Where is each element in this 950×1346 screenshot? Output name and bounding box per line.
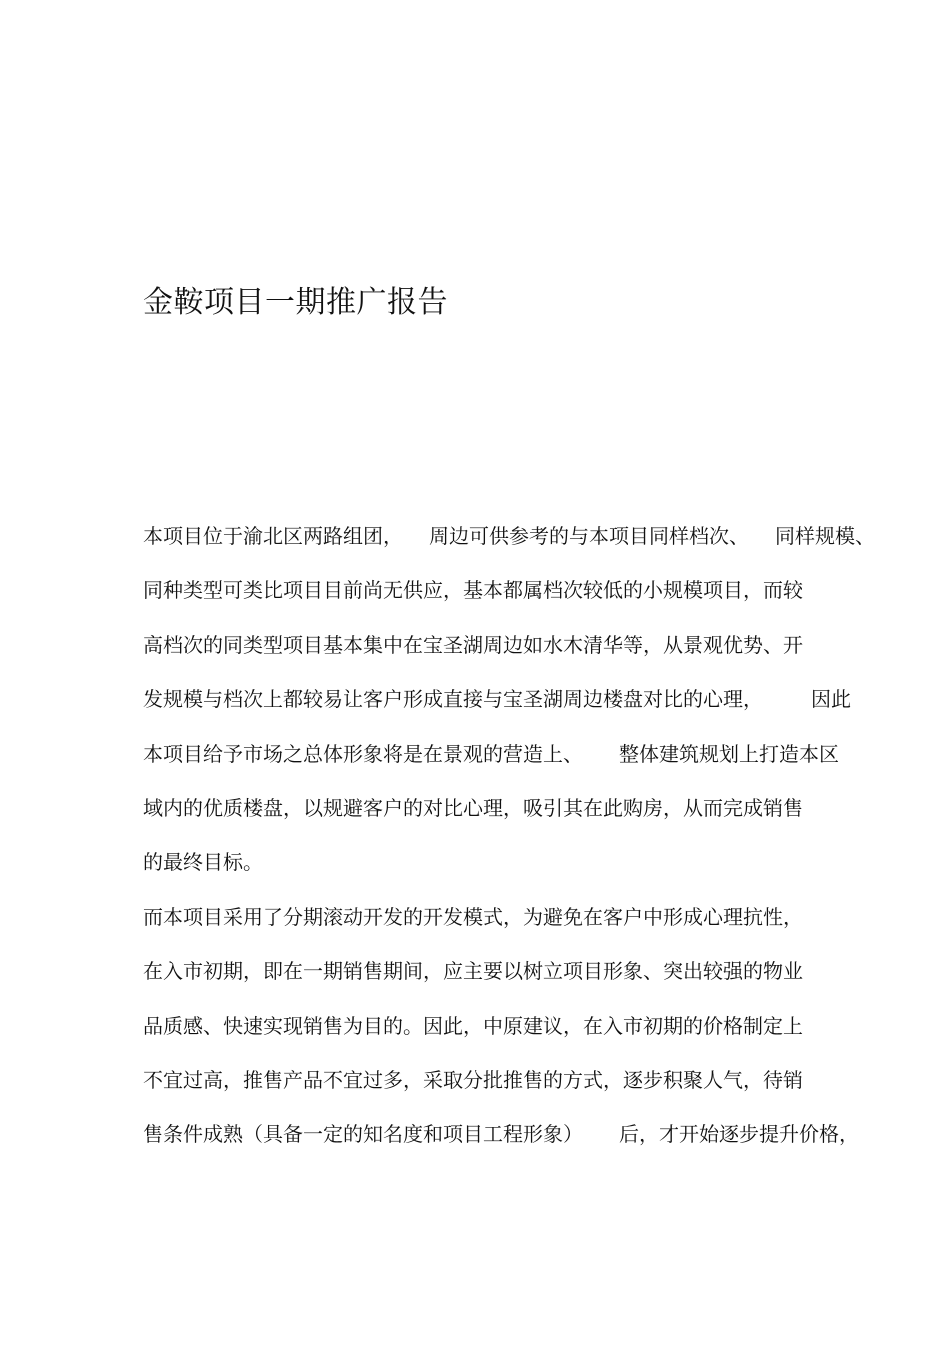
text-segment: 售条件成熟（具备一定的知名度和项目工程形象） <box>143 1122 583 1147</box>
body-text <box>143 519 903 1172</box>
text-line <box>143 519 903 573</box>
text-segment: 的最终目标。 <box>143 850 263 875</box>
text-line <box>143 737 903 791</box>
text-segment: 本项目位于渝北区两路组团， <box>143 524 403 548</box>
text-segment: 高档次的同类型项目基本集中在宝圣湖周边如水木清华等，从景观优势、开 <box>143 632 803 657</box>
text-line <box>143 573 903 627</box>
text-segment: 而本项目采用了分期滚动开发的开发模式，为避免在客户中形成心理抗性， <box>143 904 803 929</box>
text-segment: 同种类型可类比项目目前尚无供应，基本都属档次较低的小规模项目，而较 <box>143 578 803 603</box>
text-line <box>143 1063 903 1117</box>
text-segment: 不宜过高，推售产品不宜过多，采取分批推售的方式，逐步积聚人气，待销 <box>143 1067 803 1092</box>
text-line <box>143 791 903 845</box>
text-line <box>143 1009 903 1063</box>
text-segment: 后，才开始逐步提升价格， <box>619 1122 859 1147</box>
text-line <box>143 900 903 954</box>
text-segment: 品质感、快速实现销售为目的。因此，中原建议，在入市初期的价格制定上 <box>143 1013 803 1038</box>
document-title: 金鞍项目一期推广报告 <box>143 285 448 320</box>
text-line <box>143 1117 903 1171</box>
text-segment: 域内的优质楼盘，以规避客户的对比心理，吸引其在此购房，从而完成销售 <box>143 795 803 820</box>
text-line <box>143 845 903 899</box>
text-segment: 周边可供参考的与本项目同样档次、 <box>429 524 749 548</box>
text-segment: 因此 <box>811 687 851 712</box>
text-segment: 在入市初期，即在一期销售期间，应主要以树立项目形象、突出较强的物业 <box>143 959 803 984</box>
text-segment: 本项目给予市场之总体形象将是在景观的营造上、 <box>143 741 583 766</box>
text-line <box>143 954 903 1008</box>
text-segment: 同样规模、 <box>775 524 875 548</box>
text-segment: 整体建筑规划上打造本区 <box>619 741 839 766</box>
text-line <box>143 628 903 682</box>
text-line <box>143 682 903 736</box>
text-segment: 发规模与档次上都较易让客户形成直接与宝圣湖周边楼盘对比的心理， <box>143 687 763 712</box>
